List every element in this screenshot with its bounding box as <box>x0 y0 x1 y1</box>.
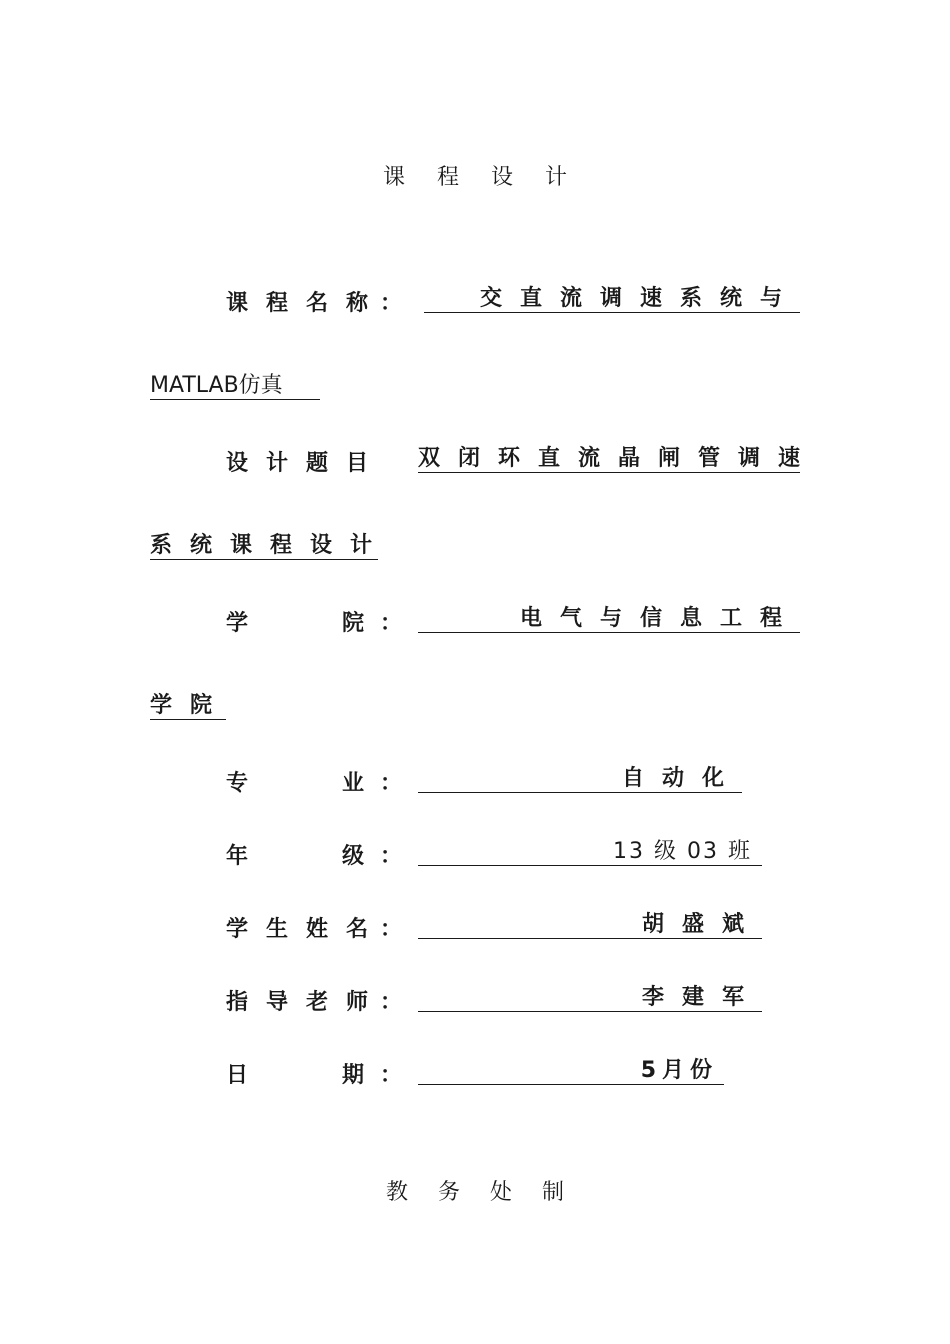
grade-label-a: 年 <box>226 844 249 869</box>
date-label-a: 日 <box>226 1063 249 1088</box>
grade-value: 13 级 03 班 <box>613 839 752 864</box>
course-name-colon: ： <box>380 291 403 316</box>
design-topic-label: 设计题目 <box>226 451 387 476</box>
design-topic-value: 双闭环直流晶闸管调速 <box>418 446 819 471</box>
issuer-footer: 教务处制 <box>385 1180 594 1205</box>
major-label-b: 业 <box>342 771 365 796</box>
date-colon: ： <box>380 1063 403 1088</box>
date-value: 5月份 <box>640 1058 718 1083</box>
advisor-colon: ： <box>380 990 403 1015</box>
college-value: 电气与信息工程 <box>519 606 800 631</box>
date-field <box>418 1058 724 1085</box>
student-name-colon: ： <box>380 917 403 942</box>
grade-colon: ： <box>380 844 403 869</box>
major-value: 自动化 <box>621 766 742 791</box>
course-name-continuation: MATLAB仿真 <box>150 373 320 400</box>
college-label-a: 学 <box>226 611 249 636</box>
design-topic-continuation: 系统课程设计 <box>150 533 391 558</box>
course-name-value: 交直流调速系统与 <box>479 286 800 311</box>
grade-label-b: 级 <box>342 844 365 869</box>
major-field <box>418 766 742 793</box>
student-name-value: 胡盛斌 <box>641 912 762 937</box>
advisor-value: 李建军 <box>641 985 762 1010</box>
college-colon: ： <box>380 611 403 636</box>
college-field <box>418 606 800 633</box>
advisor-field <box>418 985 762 1012</box>
design-topic-field <box>418 446 819 473</box>
major-label-a: 专 <box>226 771 249 796</box>
page-title: 课程设计 <box>382 165 599 190</box>
college-continuation: 学院 <box>150 693 231 718</box>
grade-field <box>418 839 762 866</box>
college-label-b: 院 <box>342 611 365 636</box>
student-name-label: 学生姓名 <box>226 917 387 942</box>
date-label-b: 期 <box>342 1063 365 1088</box>
major-colon: ： <box>380 771 403 796</box>
advisor-label: 指导老师 <box>226 990 387 1015</box>
course-name-label: 课程名称 <box>226 291 387 316</box>
course-name-field <box>424 286 800 313</box>
student-name-field <box>418 912 762 939</box>
